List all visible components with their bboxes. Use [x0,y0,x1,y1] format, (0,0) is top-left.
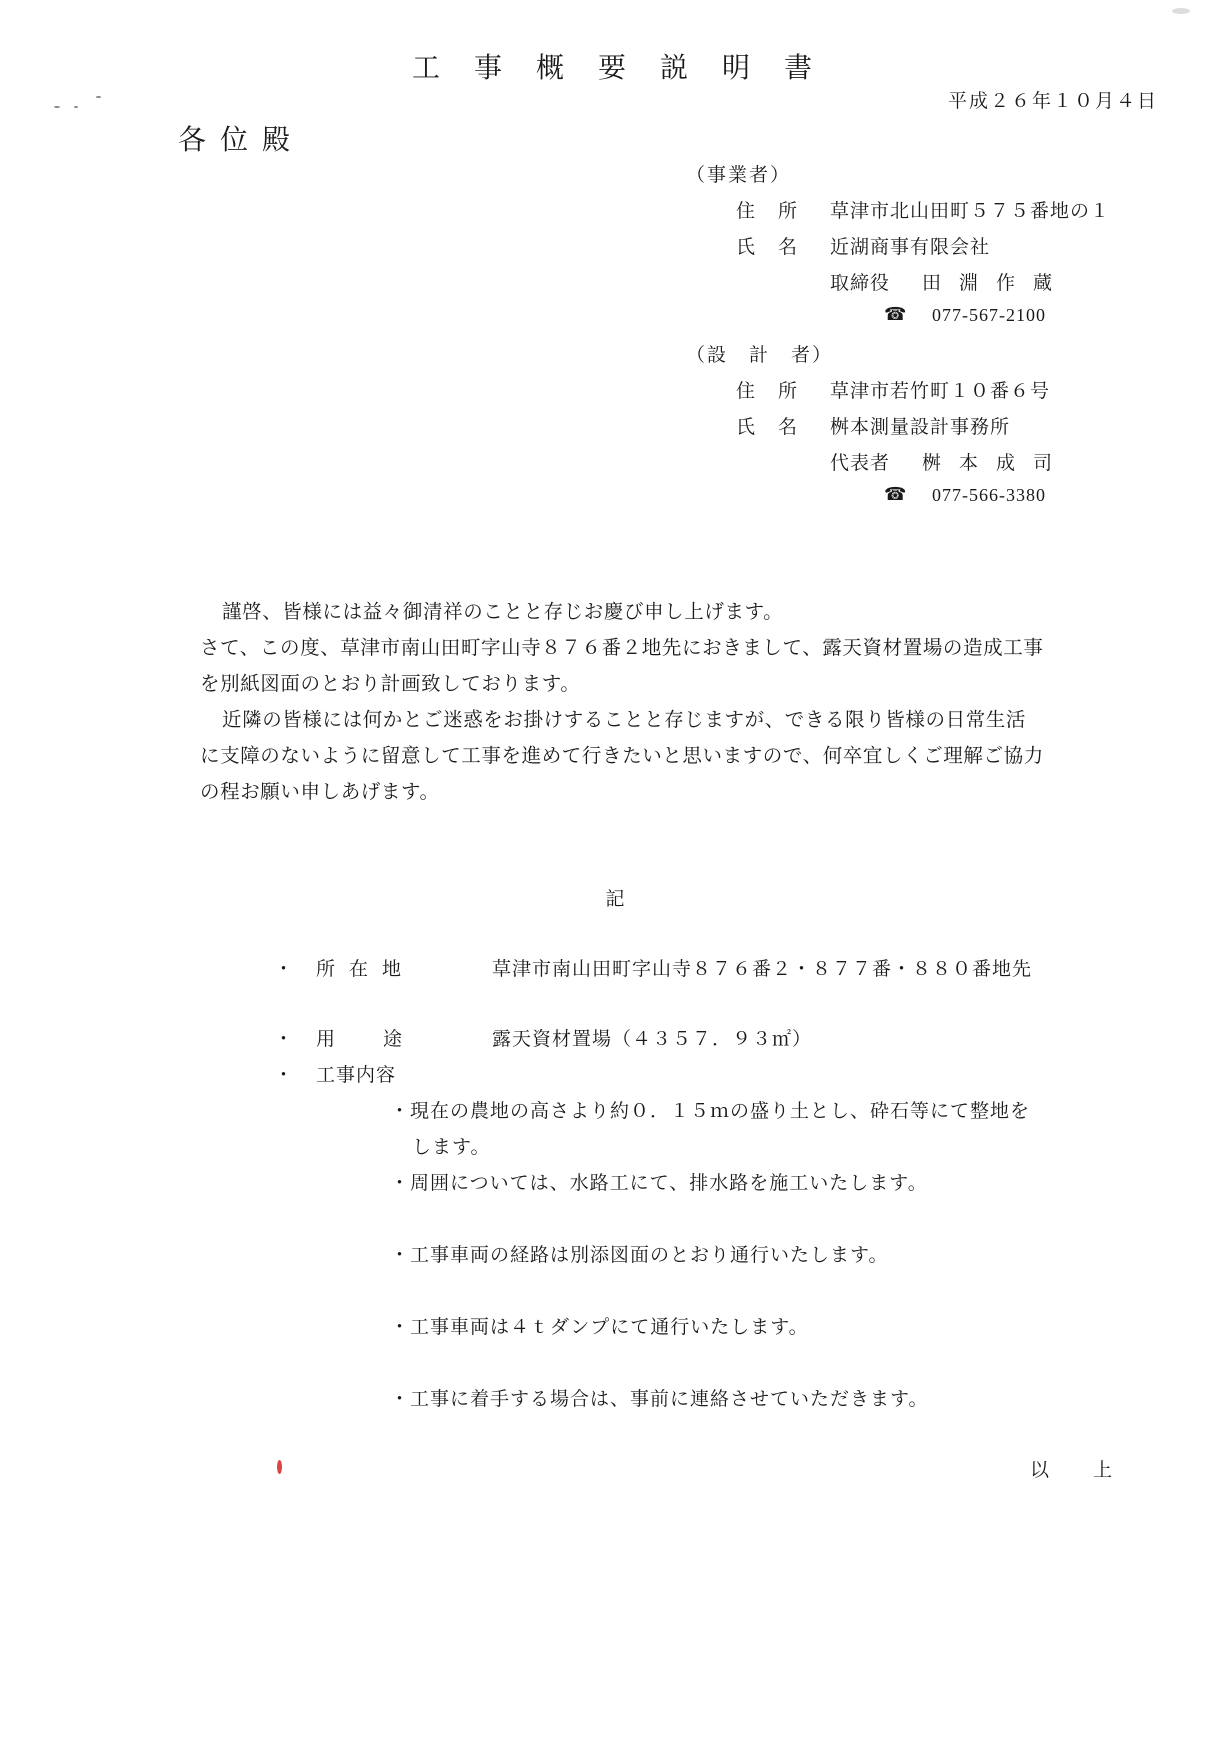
body-line: の程お願い申しあげます。 [200,780,440,803]
document-title: 工事概要説明書 [412,51,847,84]
designer-rep-name: 桝本成司 [922,452,1071,474]
designer-header: （設 計 者） [686,344,834,366]
designer-address: 草津市若竹町１０番６号 [830,380,1051,402]
use-label: 用途 [316,1028,451,1050]
bullet: ・ [274,1028,294,1050]
content-line: ・工事車両の経路は別添図面のとおり通行いたします。 [390,1244,889,1266]
operator-tel: 077-567-2100 [932,305,1046,325]
content-label: 工事内容 [316,1064,397,1086]
designer-name-label: 氏 名 [736,416,800,438]
designer-rep-title: 代表者 [830,452,891,474]
operator-company: 近湖商事有限会社 [830,236,991,258]
body-line: さて、この度、草津市南山田町字山寺８７６番２地先におきまして、露天資材置場の造成工事 [200,636,1044,659]
body-line: を別紙図面のとおり計画致しております。 [200,672,581,695]
business-operator-header: （事業者） [686,164,792,186]
scan-speck [277,1460,282,1474]
designer-tel: 077-566-3380 [932,485,1046,505]
content-line: ・周囲については、水路工にて、排水路を施工いたします。 [390,1172,928,1194]
designer-address-label: 住 所 [736,380,800,402]
operator-rep-name: 田淵作蔵 [922,272,1071,294]
bullet: ・ [274,1064,294,1086]
scan-speck [74,106,78,108]
scan-speck [96,96,101,98]
operator-name-label: 氏 名 [736,236,800,258]
operator-address: 草津市北山田町５７５番地の１ [830,200,1111,222]
content-line: します。 [412,1136,491,1158]
addressee: 各位殿 [178,123,305,156]
designer-company: 桝本測量設計事務所 [830,416,1011,438]
use-value: 露天資材置場（４３５７．９３㎡） [492,1028,813,1050]
telephone-icon: ☎ [884,484,908,504]
scan-speck [54,106,60,108]
location-value: 草津市南山田町字山寺８７６番２・８７７番・８８０番地先 [492,958,1033,980]
body-line: 近隣の皆様には何かとご迷惑をお掛けすることと存じますが、できる限り皆様の日常生活 [222,708,1027,731]
ki-heading: 記 [605,888,625,910]
content-line: ・現在の農地の高さより約０．１５ｍの盛り土とし、砕石等にて整地を [390,1100,1031,1122]
closing-mark: 以上 [1030,1459,1157,1481]
content-line: ・工事に着手する場合は、事前に連絡させていただきます。 [390,1388,929,1410]
scan-speck [1172,8,1190,14]
document-date: 平成２６年１０月４日 [948,90,1159,112]
body-line: に支障のないように留意して工事を進めて行きたいと思いますので、何卒宜しくご理解ご協力 [200,744,1044,767]
body-line: 謹啓、皆様には益々御清祥のことと存じお慶び申し上げます。 [222,600,784,623]
location-label: 所在地 [316,958,416,980]
bullet: ・ [274,958,294,980]
operator-address-label: 住 所 [736,200,800,222]
telephone-icon: ☎ [884,304,908,324]
operator-rep-title: 取締役 [830,272,891,294]
content-line: ・工事車両は４ｔダンプにて通行いたします。 [390,1316,809,1338]
